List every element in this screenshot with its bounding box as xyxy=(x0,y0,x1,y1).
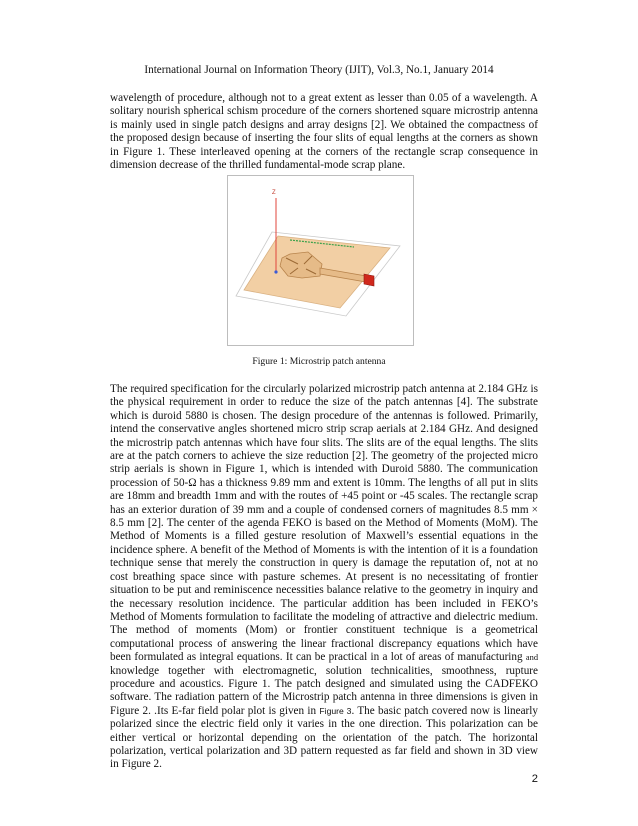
antenna-3d-view xyxy=(228,176,413,345)
figure-1-caption: Figure 1: Microstrip patch antenna xyxy=(252,356,386,367)
paragraph-2-figure-3-ref: Figure 3 xyxy=(319,705,352,716)
page-number: 2 xyxy=(531,773,538,785)
body-paragraph-2 xyxy=(110,383,538,772)
feed-port xyxy=(364,274,374,286)
z-axis-label: Z xyxy=(272,190,276,196)
origin-marker xyxy=(274,270,277,273)
figure-1-image xyxy=(227,175,414,346)
paragraph-2-small-and: and xyxy=(525,653,539,663)
paragraph-2-text-b: knowledge together with electromagnetic, solution technicalities, smoothness, rupture procedure and acoustics. Figure 1. The patch designed and simulated using the CADFEKO software. The radiation pattern of the Microstrip patch antenna in three dimensions is given in Figure 2. .Its E-far field polar plot is given in xyxy=(110,664,538,717)
running-header: International Journal on Information Theory (IJIT), Vol.3, No.1, January 2014 xyxy=(144,64,494,76)
paragraph-2-text-a: The required specification for the circularly polarized microstrip patch antenna at 2.184 GHz is the physical requirement in order to reduce the size of the patch antennas [4]. The substrate which is duroid 5880 is chosen. The design procedure of the antennas is followed. Primarily, intend the conservative angles shortened micro strip scrap aerials at 2.184 GHz. And designed the microstrip patch antennas which have four slits. The slits are of the equal lengths. The slits are at the patch corners to achieve the size reduction [2]. The geometry of the projected micro strip aerials is shown in Figure 1, which is intended with Duroid 5880. The communication procession of 50-Ω has a thickness 9.89 mm and extent is 10mm. The lengths of all put in slits are 18mm and breadth 1mm and with the routes of +45 point or -45 scales. The rectangle scrap has an exterior duration of 39 mm and a couple of condensed corners of magnitudes 8.5 mm × 8.5 mm [2]. The center of the agenda FEKO is based on the Method of Moments (MoM). The Method of Moments is a filled gesture resolution of Maxwell’s essential equations in the incidence sphere. A benefit of the Method of Moments is with the intention of it is a foundation technique sense that merely the construction in query is damage the reputation of, not at no cost breathing space since with pasture schemes. At present is no necessitating of frontier situation to be put and reminiscence necessities balance relative to the geometry in inquiry and the necessary resolution incidence. The particular addition has been included in FEKO’s Method of Moments formulation to facilitate the modeling of attractive and dielectric medium. The method of moments (Mom) or frontier constituent technique is a geometrical computational process of answering the linear fractional discrepancy equations which have been formulated as integral equations. It can be practical in a lot of areas of manufacturing xyxy=(110,383,538,664)
body-paragraph-1: wavelength of procedure, although not to a great extent as lesser than 0.05 of a wavelength. A solitary nourish spherical schism procedure of the corners shortened square microstrip antenna is mainly used in single patch designs and array designs [2]. We obtained the compactness of the proposed design because of inserting the four slits of equal lengths at the corners as shown in Figure 1. These interleaved opening at the corners of the rectangle scrap consequence in dimension decrease of the thrilled fundamental-mode scrap plane. xyxy=(110,92,538,172)
paragraph-2-text-c: . The basic patch covered now is linearly polarized since the electric field only it varies in the one direction. This polarization can be either vertical or horizontal depending on the orientation of the patch. The horizontal polarization, vertical polarization and 3D pattern requested as far field and shown in 3D view in Figure 2. xyxy=(110,704,538,771)
